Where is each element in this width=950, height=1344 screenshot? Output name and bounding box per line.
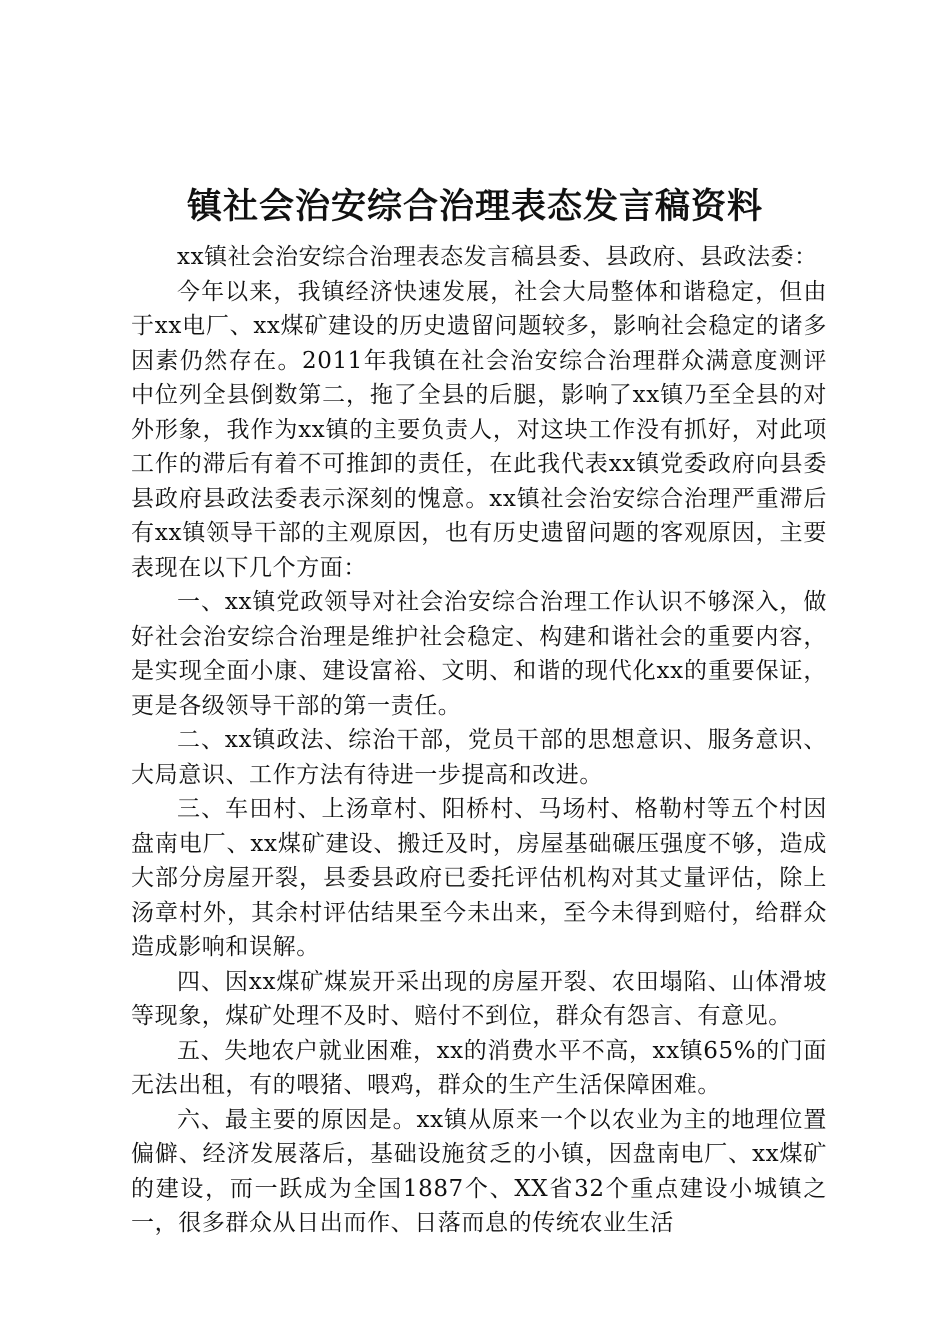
paragraph-point-5: 五、失地农户就业困难，xx的消费水平不高，xx镇65%的门面无法出租，有的喂猪、喂鸡，群众的生产生活保障困难。 — [131, 1037, 828, 1098]
document-title: 镇社会治安综合治理表态发言稿资料 — [186, 187, 763, 227]
paragraph-salutation: xx镇社会治安综合治理表态发言稿县委、县政府、县政法委： — [177, 244, 818, 270]
paragraph-point-6: 六、最主要的原因是。xx镇从原来一个以农业为主的地理位置偏僻、经济发展落后，基础设施贫乏的小镇，因盘南电厂、xx煤矿的建设，而一跃成为全国1887个、XX省32个重点建设小城镇之一，很多群众从日出而作、日落而息的传统农业生活 — [131, 1106, 827, 1236]
document-body — [131, 240, 827, 1241]
paragraph-point-4: 四、因xx煤矿煤炭开采出现的房屋开裂、农田塌陷、山体滑坡等现象，煤矿处理不及时、赔付不到位，群众有怨言、有意见。 — [131, 968, 827, 1029]
paragraph-point-3: 三、车田村、上汤章村、阳桥村、马场村、格勒村等五个村因盘南电厂、xx煤矿建设、搬迁及时，房屋基础碾压强度不够，造成大部分房屋开裂，县委县政府已委托评估机构对其丈量评估，除上汤章村外，其余村评估结果至今未出来，至今未得到赔付，给群众造成影响和误解。 — [131, 796, 827, 960]
paragraph-introduction: 今年以来，我镇经济快速发展，社会大局整体和谐稳定，但由于xx电厂、xx煤矿建设的历史遗留问题较多，影响社会稳定的诸多因素仍然存在。2011年我镇在社会治安综合治理群众满意度测评中位列全县倒数第二，拖了全县的后腿，影响了xx镇乃至全县的对外形象，我作为xx镇的主要负责人，对这块工作没有抓好，对此项工作的滞后有着不可推卸的责任，在此我代表xx镇党委政府向县委县政府县政法委表示深刻的愧意。xx镇社会治安综合治理严重滞后有xx镇领导干部的主观原因，也有历史遗留问题的客观原因，主要表现在以下几个方面： — [131, 278, 827, 581]
paragraph-point-1: 一、xx镇党政领导对社会治安综合治理工作认识不够深入，做好社会治安综合治理是维护社会稳定、构建和谐社会的重要内容，是实现全面小康、建设富裕、文明、和谐的现代化xx的重要保证，更是各级领导干部的第一责任。 — [131, 589, 827, 719]
paragraph-point-2: 二、xx镇政法、综治干部，党员干部的思想意识、服务意识、大局意识、工作方法有待进一步提高和改进。 — [131, 727, 827, 788]
